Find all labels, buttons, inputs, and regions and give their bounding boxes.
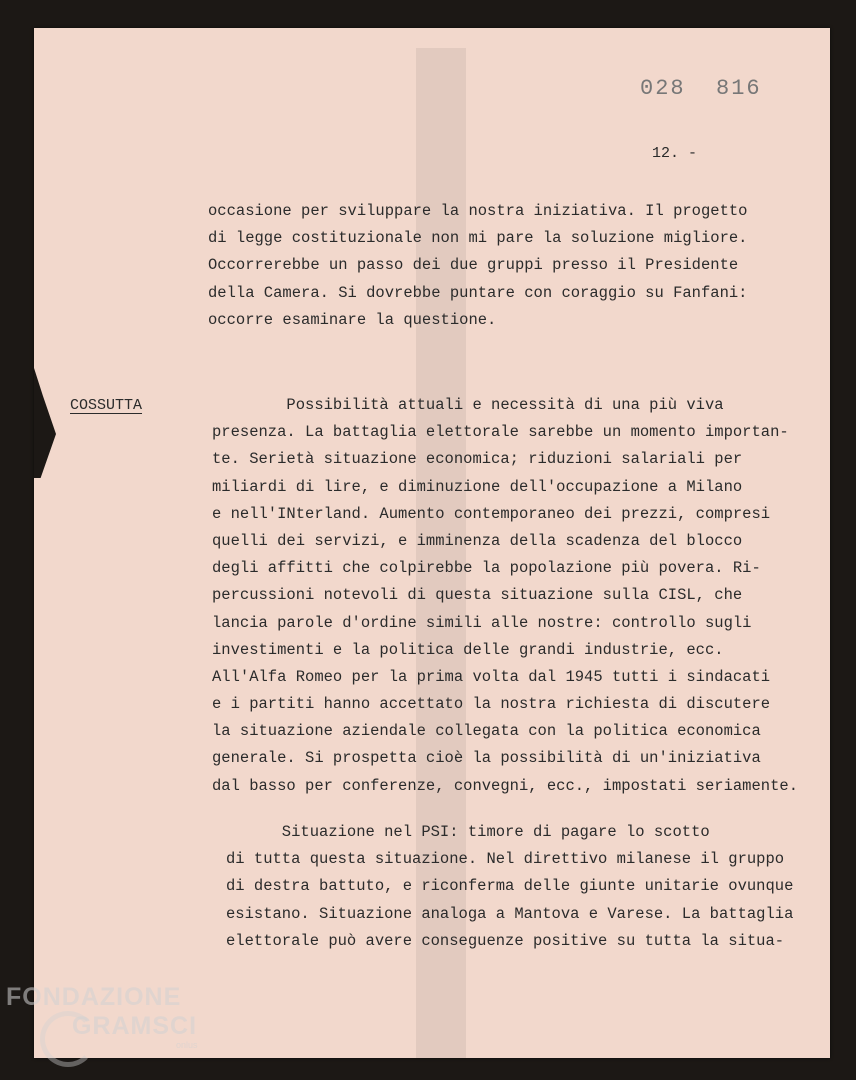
- paragraph-continued: [208, 198, 748, 334]
- text-line: di tutta questa situazione. Nel direttivo milanese il gruppo: [226, 850, 785, 869]
- paragraph-psi: [226, 819, 793, 955]
- speaker-name: COSSUTTA: [70, 397, 143, 414]
- page-edge-tear: [34, 368, 56, 478]
- text-line: presenza. La battaglia elettorale sarebbe un momento importan-: [212, 423, 789, 442]
- text-line: generale. Si prospetta cioè la possibilità di un'iniziativa: [212, 749, 761, 768]
- text-line: investimenti e la politica delle grandi industrie, ecc.: [212, 640, 724, 659]
- logo-line-1: FONDAZIONE: [6, 983, 182, 1011]
- page-number: 12. -: [652, 145, 698, 162]
- text-line: Possibilità attuali e necessità di una più viva: [212, 396, 724, 414]
- text-line: Situazione nel PSI: timore di pagare lo scotto: [226, 823, 710, 841]
- archive-number: 028 816: [640, 76, 762, 101]
- text-line: miliardi di lire, e diminuzione dell'occupazione a Milano: [212, 477, 743, 496]
- text-line: occasione per sviluppare la nostra iniziativa. Il progetto: [208, 202, 748, 220]
- text-line: di legge costituzionale non mi pare la soluzione migliore.: [208, 229, 748, 248]
- text-line: degli affitti che colpirebbe la popolazione più povera. Ri-: [212, 559, 761, 578]
- text-line: esistano. Situazione analoga a Mantova e Varese. La battaglia: [226, 904, 794, 923]
- text-line: della Camera. Si dovrebbe puntare con coraggio su Fanfani:: [208, 283, 748, 302]
- text-line: dal basso per conferenze, convegni, ecc., impostati seriamente.: [212, 776, 798, 795]
- logo-line-3: onlus: [176, 1040, 198, 1050]
- text-line: e i partiti hanno accettato la nostra richiesta di discutere: [212, 695, 771, 714]
- text-line: occorre esaminare la questione.: [208, 310, 497, 329]
- logo-line-2: GRAMSCI: [72, 1012, 198, 1040]
- text-line: lancia parole d'ordine simili alle nostre: controllo sugli: [212, 613, 752, 632]
- text-line: All'Alfa Romeo per la prima volta dal 1945 tutti i sindacati: [212, 667, 771, 686]
- text-line: la situazione aziendale collegata con la politica economica: [212, 722, 761, 741]
- fondazione-gramsci-logo: [6, 985, 198, 1050]
- text-line: te. Serietà situazione economica; riduzioni salariali per: [212, 450, 743, 469]
- logo-ring-icon: [40, 1011, 96, 1067]
- text-line: elettorale può avere conseguenze positive su tutta la situa-: [226, 931, 785, 950]
- text-line: di destra battuto, e riconferma delle giunte unitarie ovunque: [226, 877, 794, 896]
- text-line: Occorrerebbe un passo dei due gruppi presso il Presidente: [208, 256, 739, 275]
- paragraph-cossutta: [212, 392, 798, 800]
- text-line: e nell'INterland. Aumento contemporaneo dei prezzi, compresi: [212, 504, 771, 523]
- text-line: percussioni notevoli di questa situazione sulla CISL, che: [212, 586, 743, 605]
- text-line: quelli dei servizi, e imminenza della scadenza del blocco: [212, 531, 743, 550]
